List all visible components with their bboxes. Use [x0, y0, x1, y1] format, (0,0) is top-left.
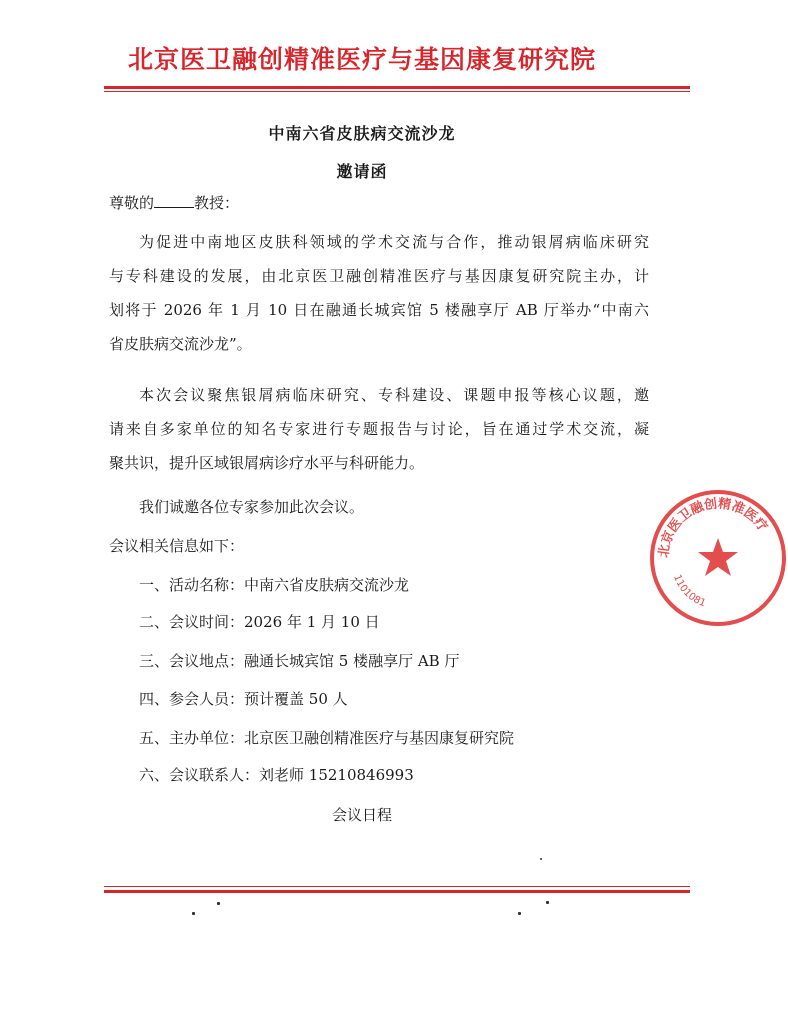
footer-rule-thin — [104, 886, 690, 887]
scan-speck — [192, 912, 195, 915]
paragraph2-line: 请来自多家单位的知名专家进行专题报告与讨论，旨在通过学术交流，凝 — [109, 420, 649, 438]
info-item-location: 三、会议地点：融通长城宾馆 5 楼融享厅 AB 厅 — [139, 652, 460, 670]
salutation — [109, 193, 649, 213]
paragraph1-line: 划将于 2026 年 1 月 10 日在融通长城宾馆 5 楼融享厅 AB 厅举办“中南六 — [109, 301, 649, 319]
info-item-time: 二、会议时间：2026 年 1 月 10 日 — [139, 613, 380, 631]
info-item-attendees: 四、参会人员：预计覆盖 50 人 — [139, 690, 348, 708]
seal-text: 北京医卫融创精准医疗 — [656, 496, 771, 559]
letterhead-org-name: 北京医卫融创精准医疗与基因康复研究院 — [127, 45, 596, 74]
paragraph2-line: 本次会议聚焦银屑病临床研究、专科建设、课题申报等核心议题，邀 — [139, 386, 649, 404]
official-seal — [648, 488, 788, 628]
letterhead-rule-thick — [104, 86, 690, 89]
salutation-prefix: 尊敬的 — [109, 194, 155, 212]
svg-text:北京医卫融创精准医疗 — [657, 496, 771, 559]
seal-number: 1101081 — [671, 573, 708, 610]
paragraph2-line: 聚共识，提升区域银屑病诊疗水平与科研能力。 — [109, 454, 425, 472]
seal-star-icon — [698, 538, 738, 576]
scan-speck — [540, 858, 542, 860]
document-subtitle: 邀请函 — [336, 162, 388, 181]
scan-speck — [217, 902, 220, 905]
info-item-contact: 六、会议联系人：刘老师 15210846993 — [139, 766, 414, 784]
scan-speck — [546, 901, 549, 904]
letterhead-rule-thin — [104, 91, 690, 92]
info-item-name: 一、活动名称：中南六省皮肤病交流沙龙 — [139, 576, 410, 594]
info-heading: 会议相关信息如下： — [109, 537, 245, 555]
scan-speck — [518, 912, 521, 915]
info-item-organizer: 五、主办单位：北京医卫融创精准医疗与基因康复研究院 — [139, 729, 515, 747]
name-blank — [154, 193, 194, 208]
footer-rule-thick — [104, 890, 690, 893]
document-title: 中南六省皮肤病交流沙龙 — [268, 124, 456, 143]
paragraph3: 我们诚邀各位专家参加此次会议。 — [139, 498, 365, 516]
salutation-suffix: 教授： — [194, 194, 240, 212]
svg-text:1101081 — [671, 573, 707, 609]
paragraph1-line: 与专科建设的发展，由北京医卫融创精准医疗与基因康复研究院主办，计 — [109, 267, 649, 285]
paragraph1-line: 为促进中南地区皮肤科领域的学术交流与合作，推动银屑病临床研究 — [139, 233, 649, 251]
schedule-heading: 会议日程 — [331, 806, 392, 824]
paragraph1-line: 省皮肤病交流沙龙”。 — [109, 335, 252, 353]
